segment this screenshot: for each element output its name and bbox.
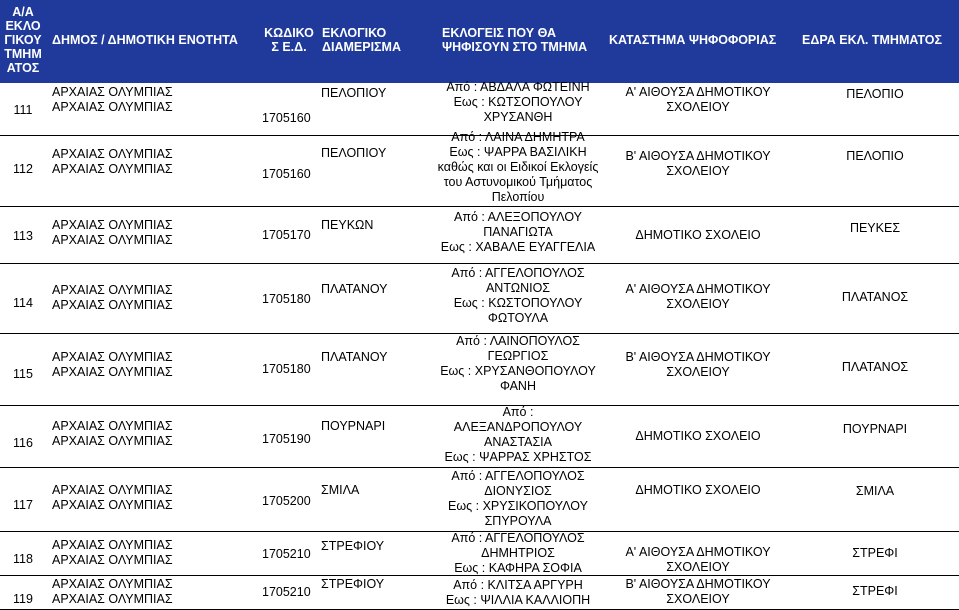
polling-place-line: ΣΧΟΛΕΙΟΥ <box>666 592 730 606</box>
municipality-line: ΑΡΧΑΙΑΣ ΟΛΥΜΠΙΑΣ <box>52 233 173 247</box>
header-municipality: ΔΗΜΟΣ / ΔΗΜΟΤΙΚΗ ΕΝΟΤΗΤΑ <box>52 33 238 47</box>
voters-line: Από : ΑΓΓΕΛΟΠΟΥΛΟΣ <box>451 266 585 280</box>
voters-line: Εως : ΚΩΤΣΟΠΟΥΛΟΥ <box>453 95 583 109</box>
voters-line: του Αστυνομικού Τμήματος <box>443 175 593 189</box>
voters-line: Από : <box>502 405 534 419</box>
district-name: ΠΛΑΤΑΝΟΥ <box>321 350 388 364</box>
voters-line: ΦΑΝΗ <box>499 379 536 393</box>
district-name: ΠΕΥΚΩΝ <box>321 218 374 232</box>
voters-line: ΑΝΤΩΝΙΟΣ <box>485 281 551 295</box>
district-name: ΣΜΙΛΑ <box>321 483 360 497</box>
municipality-line: ΑΡΧΑΙΑΣ ΟΛΥΜΠΙΑΣ <box>52 538 173 552</box>
municipality-line: ΑΡΧΑΙΑΣ ΟΛΥΜΠΙΑΣ <box>52 283 173 297</box>
district-code: 1705160 <box>262 111 311 125</box>
municipality-line: ΑΡΧΑΙΑΣ ΟΛΥΜΠΙΑΣ <box>52 298 173 312</box>
municipality-line: ΑΡΧΑΙΑΣ ΟΛΥΜΠΙΑΣ <box>52 419 173 433</box>
row-number: 117 <box>13 498 33 512</box>
row-number: 111 <box>13 103 33 117</box>
voters-line: Εως : ΧΡΥΣΑΝΘΟΠΟΥΛΟΥ <box>440 364 596 378</box>
seat-name: ΠΟΥΡΝΑΡΙ <box>842 422 908 436</box>
polling-place-line: ΣΧΟΛΕΙΟΥ <box>666 297 730 311</box>
row-number: 112 <box>13 162 33 176</box>
seat-name: ΠΛΑΤΑΝΟΣ <box>841 290 909 304</box>
voters-line: ΓΕΩΡΓΙΟΣ <box>487 349 549 363</box>
municipality-line: ΑΡΧΑΙΑΣ ΟΛΥΜΠΙΑΣ <box>52 147 173 161</box>
row-number: 118 <box>13 552 33 566</box>
voters-line: ΧΡΥΣΑΝΘΗ <box>483 110 553 124</box>
district-code: 1705170 <box>262 228 311 242</box>
district-code: 1705160 <box>262 167 311 181</box>
seat-name: ΠΕΛΟΠΙΟ <box>846 87 904 101</box>
row-separator <box>0 263 959 264</box>
row-number: 115 <box>13 367 33 381</box>
header-row-number: Α/Α ΕΚΛΟ ΓΙΚΟΥ ΤΜΗΜ ΑΤΟΣ <box>4 5 42 75</box>
seat-name: ΣΤΡΕΦΙ <box>852 546 898 560</box>
municipality-line: ΑΡΧΑΙΑΣ ΟΛΥΜΠΙΑΣ <box>52 577 173 591</box>
voters-line: Από : ΛΑΙΝΑ ΔΗΜΗΤΡΑ <box>451 130 585 144</box>
district-code: 1705190 <box>262 432 311 446</box>
voters-line: καθώς και οι Ειδικοί Εκλογείς <box>437 160 599 174</box>
header-voters: ΕΚΛΟΓΕΙΣ ΠΟΥ ΘΑ ΨΗΦΙΣΟΥΝ ΣΤΟ ΤΜΗΜΑ <box>442 26 588 54</box>
header-polling-place: ΚΑΤΑΣΤΗΜΑ ΨΗΦΟΦΟΡΙΑΣ <box>609 33 777 47</box>
voters-line: ΦΩΤΟΥΛΑ <box>487 311 549 325</box>
header-code: ΚΩΔΙΚΟ Σ Ε.Δ. <box>264 26 314 54</box>
district-code: 1705200 <box>262 494 311 508</box>
polling-place-line: ΔΗΜΟΤΙΚΟ ΣΧΟΛΕΙΟ <box>635 429 761 443</box>
district-code: 1705180 <box>262 292 311 306</box>
voters-line: Εως : ΨΑΡΡΑΣ ΧΡΗΣΤΟΣ <box>444 450 592 464</box>
municipality-line: ΑΡΧΑΙΑΣ ΟΛΥΜΠΙΑΣ <box>52 162 173 176</box>
municipality-line: ΑΡΧΑΙΑΣ ΟΛΥΜΠΙΑΣ <box>52 434 173 448</box>
voters-line: Εως : ΨΑΡΡΑ ΒΑΣΙΛΙΚΗ <box>449 145 587 159</box>
polling-place-line: ΔΗΜΟΤΙΚΟ ΣΧΟΛΕΙΟ <box>635 483 761 497</box>
voters-line: Εως : ΚΑΦΗΡΑ ΣΟΦΙΑ <box>454 561 582 575</box>
seat-name: ΣΜΙΛΑ <box>855 484 895 498</box>
district-code: 1705210 <box>262 585 311 599</box>
municipality-line: ΑΡΧΑΙΑΣ ΟΛΥΜΠΙΑΣ <box>52 350 173 364</box>
seat-name: ΠΕΛΟΠΙΟ <box>846 149 904 163</box>
polling-place-line: Α' ΑΙΘΟΥΣΑ ΔΗΜΟΤΙΚΟΥ <box>625 545 771 559</box>
polling-place-line: Β' ΑΙΘΟΥΣΑ ΔΗΜΟΤΙΚΟΥ <box>625 577 771 591</box>
municipality-line: ΑΡΧΑΙΑΣ ΟΛΥΜΠΙΑΣ <box>52 218 173 232</box>
voters-line: Εως : ΧΑΒΑΛΕ ΕΥΑΓΓΕΛΙΑ <box>440 240 596 254</box>
row-separator <box>0 206 959 207</box>
voters-line: Από : ΑΛΕΞΟΠΟΥΛΟΥ <box>453 210 582 224</box>
voters-line: Εως : ΚΩΣΤΟΠΟΥΛΟΥ <box>453 296 583 310</box>
municipality-line: ΑΡΧΑΙΑΣ ΟΛΥΜΠΙΑΣ <box>52 365 173 379</box>
municipality-line: ΑΡΧΑΙΑΣ ΟΛΥΜΠΙΑΣ <box>52 498 173 512</box>
district-name: ΣΤΡΕΦΙΟΥ <box>321 577 385 591</box>
polling-place-line: Β' ΑΙΘΟΥΣΑ ΔΗΜΟΤΙΚΟΥ <box>625 350 771 364</box>
district-name: ΠΕΛΟΠΙΟΥ <box>321 86 387 100</box>
voters-line: Εως : ΧΡΥΣΙΚΟΠΟΥΛΟΥ <box>448 499 588 513</box>
polling-place-line: ΣΧΟΛΕΙΟΥ <box>666 365 730 379</box>
seat-name: ΠΕΥΚΕΣ <box>849 221 901 235</box>
voters-line: Από : ΑΓΓΕΛΟΠΟΥΛΟΣ <box>451 469 585 483</box>
voters-line: ΑΛΕΞΑΝΔΡΟΠΟΥΛΟΥ <box>453 420 583 434</box>
voters-line: Πελοπίου <box>491 190 545 204</box>
polling-place-line: ΣΧΟΛΕΙΟΥ <box>666 560 730 574</box>
voters-line: ΣΠΥΡΟΥΛΑ <box>484 514 552 528</box>
district-name: ΠΟΥΡΝΑΡΙ <box>321 419 386 433</box>
header-seat: ΕΔΡΑ ΕΚΛ. ΤΜΗΜΑΤΟΣ <box>802 33 942 47</box>
header-district: ΕΚΛΟΓΙΚΟ ΔΙΑΜΕΡΙΣΜΑ <box>322 26 401 54</box>
polling-place-line: Α' ΑΙΘΟΥΣΑ ΔΗΜΟΤΙΚΟΥ <box>625 282 771 296</box>
municipality-line: ΑΡΧΑΙΑΣ ΟΛΥΜΠΙΑΣ <box>52 85 173 99</box>
municipality-line: ΑΡΧΑΙΑΣ ΟΛΥΜΠΙΑΣ <box>52 100 173 114</box>
seat-name: ΠΛΑΤΑΝΟΣ <box>841 360 909 374</box>
voters-line: Από : ΑΓΓΕΛΟΠΟΥΛΟΣ <box>451 531 585 545</box>
seat-name: ΣΤΡΕΦΙ <box>852 584 898 598</box>
district-code: 1705210 <box>262 547 311 561</box>
voters-line: ΔΗΜΗΤΡΙΟΣ <box>481 546 555 560</box>
district-name: ΠΛΑΤΑΝΟΥ <box>321 282 388 296</box>
district-name: ΣΤΡΕΦΙΟΥ <box>321 539 385 553</box>
district-name: ΠΕΛΟΠΙΟΥ <box>321 146 387 160</box>
municipality-line: ΑΡΧΑΙΑΣ ΟΛΥΜΠΙΑΣ <box>52 483 173 497</box>
row-number: 116 <box>13 436 33 450</box>
polling-place-line: Α' ΑΙΘΟΥΣΑ ΔΗΜΟΤΙΚΟΥ <box>625 85 771 99</box>
polling-place-line: ΣΧΟΛΕΙΟΥ <box>666 164 730 178</box>
row-separator <box>0 467 959 468</box>
district-code: 1705180 <box>262 362 311 376</box>
voters-line: ΠΑΝΑΓΙΩΤΑ <box>483 225 553 239</box>
municipality-line: ΑΡΧΑΙΑΣ ΟΛΥΜΠΙΑΣ <box>52 553 173 567</box>
municipality-line: ΑΡΧΑΙΑΣ ΟΛΥΜΠΙΑΣ <box>52 592 173 606</box>
polling-place-line: Β' ΑΙΘΟΥΣΑ ΔΗΜΟΤΙΚΟΥ <box>625 149 771 163</box>
voters-line: Από : ΑΒΔΑΛΑ ΦΩΤΕΙΝΗ <box>446 80 590 94</box>
voters-line: ΔΙΟΝΥΣΙΟΣ <box>484 484 552 498</box>
voters-line: Από : ΚΛΙΤΣΑ ΑΡΓΥΡΗ <box>453 578 583 592</box>
polling-place-line: ΔΗΜΟΤΙΚΟ ΣΧΟΛΕΙΟ <box>635 228 761 242</box>
row-number: 113 <box>13 229 33 243</box>
voters-line: ΑΝΑΣΤΑΣΙΑ <box>483 435 552 449</box>
row-number: 114 <box>13 296 33 310</box>
voters-line: Από : ΛΑΙΝΟΠΟΥΛΟΣ <box>456 334 580 348</box>
voters-line: Εως : ΨΙΛΛΙΑ ΚΑΛΛΙΟΠΗ <box>445 593 591 607</box>
row-number: 119 <box>13 592 33 606</box>
polling-place-line: ΣΧΟΛΕΙΟΥ <box>666 100 730 114</box>
